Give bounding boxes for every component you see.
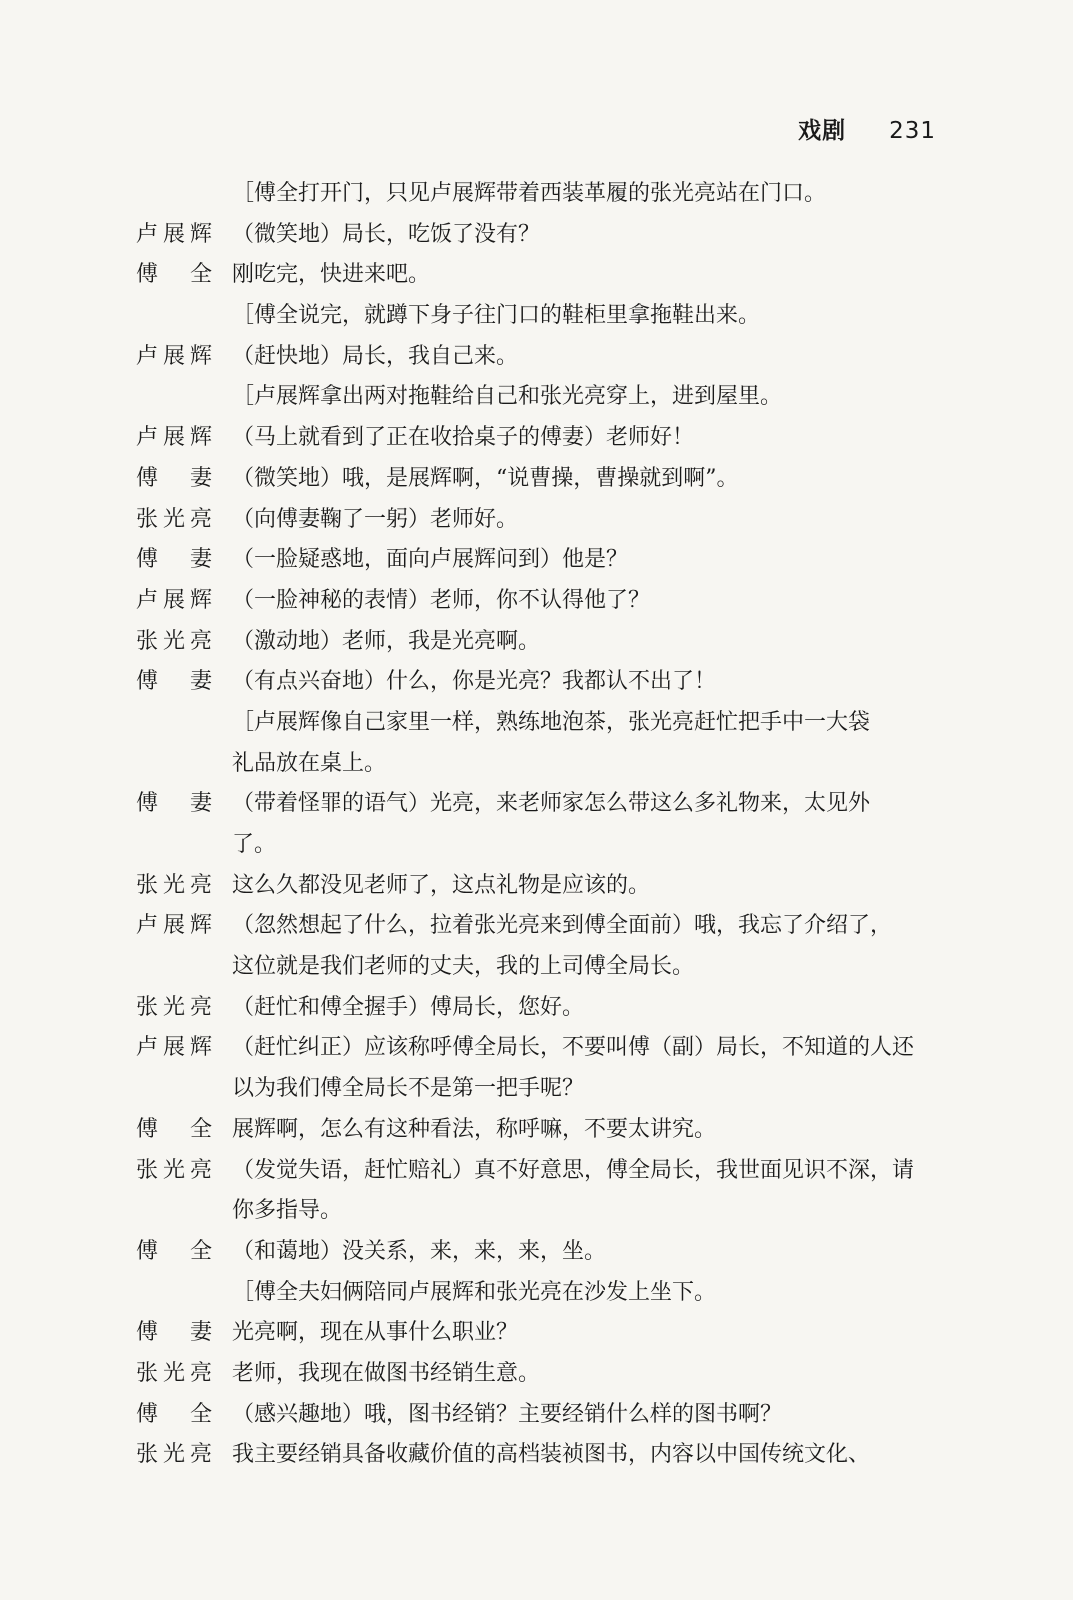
speaker-name: 傅全: [136, 262, 212, 288]
dialogue-line: [0, 866, 1073, 907]
line-text: 这位就是我们老师的丈夫，我的上司傅全局长。: [232, 954, 695, 980]
line-text: （带着怪罪的语气）光亮，来老师家怎么带这么多礼物来，太见外: [232, 791, 871, 817]
speaker-name: 张光亮: [136, 1360, 212, 1386]
speaker-name: 卢展辉: [136, 587, 212, 613]
speaker-name: 傅妻: [136, 465, 212, 491]
dialogue-line: [0, 500, 1073, 541]
dialogue-line: [0, 906, 1073, 947]
dialogue-line: [0, 215, 1073, 256]
speaker-name: 张光亮: [136, 1442, 212, 1468]
speaker-name: 张光亮: [136, 1157, 212, 1183]
speaker-name: 傅妻: [136, 547, 212, 573]
speaker-name: 卢展辉: [136, 425, 212, 451]
dialogue-line: [0, 622, 1073, 663]
line-text: ［傅全夫妇俩陪同卢展辉和张光亮在沙发上坐下。: [232, 1279, 717, 1305]
line-text: （赶忙和傅全握手）傅局长，您好。: [232, 994, 585, 1020]
stage-direction: [0, 1273, 1073, 1314]
speaker-name: 卢展辉: [136, 1035, 212, 1061]
stage-direction: [0, 703, 1073, 744]
page-number: 231: [889, 118, 936, 144]
line-text: （向傅妻鞠了一躬）老师好。: [232, 506, 519, 532]
script-body: [0, 174, 1073, 1476]
speaker-name: 傅妻: [136, 1320, 212, 1346]
line-text: （感兴趣地）哦，图书经销？主要经销什么样的图书啊？: [232, 1401, 783, 1427]
line-text: （忽然想起了什么，拉着张光亮来到傅全面前）哦，我忘了介绍了，: [232, 913, 893, 939]
dialogue-line: [0, 1028, 1073, 1069]
line-text: ［傅全打开门，只见卢展辉带着西装革履的张光亮站在门口。: [232, 181, 827, 206]
dialogue-line: [0, 255, 1073, 296]
dialogue-line: [0, 459, 1073, 500]
speaker-name: 傅全: [136, 1116, 212, 1142]
dialogue-line: [0, 337, 1073, 378]
speaker-name: 傅妻: [136, 791, 212, 817]
section-title: 戏剧: [798, 117, 847, 144]
line-text: 这么久都没见老师了，这点礼物是应该的。: [232, 872, 651, 898]
speaker-name: 张光亮: [136, 872, 212, 898]
line-text: 老师，我现在做图书经销生意。: [232, 1360, 541, 1386]
line-text: 我主要经销具备收藏价值的高档装祯图书，内容以中国传统文化、: [232, 1442, 871, 1468]
speaker-name: 傅妻: [136, 669, 212, 695]
stage-direction: [0, 296, 1073, 337]
speaker-name: 张光亮: [136, 628, 212, 654]
dialogue-line: [0, 540, 1073, 581]
dialogue-line: [0, 1313, 1073, 1354]
speaker-name: 傅全: [136, 1238, 212, 1264]
line-text: ［卢展辉拿出两对拖鞋给自己和张光亮穿上，进到屋里。: [232, 384, 783, 410]
line-text: （赶快地）局长，我自己来。: [232, 343, 519, 369]
dialogue-line: [0, 1151, 1073, 1192]
line-text: 以为我们傅全局长不是第一把手呢？: [232, 1076, 585, 1102]
line-text: 了。: [232, 832, 277, 857]
speaker-name: 傅全: [136, 1401, 212, 1427]
continuation-line: [0, 947, 1073, 988]
line-text: （微笑地）局长，吃饭了没有？: [232, 221, 541, 247]
dialogue-line: [0, 1354, 1073, 1395]
dialogue-line: [0, 784, 1073, 825]
line-text: （微笑地）哦，是展辉啊，“说曹操，曹操就到啊”。: [232, 465, 739, 491]
line-text: 刚吃完，快进来吧。: [232, 262, 431, 288]
stage-direction: [0, 377, 1073, 418]
dialogue-line: [0, 1435, 1073, 1476]
running-header: [0, 112, 936, 145]
dialogue-line: [0, 662, 1073, 703]
line-text: 光亮啊，现在从事什么职业？: [232, 1320, 519, 1346]
dialogue-line: [0, 1395, 1073, 1436]
speaker-name: 卢展辉: [136, 913, 212, 939]
dialogue-line: [0, 418, 1073, 459]
dialogue-line: [0, 1110, 1073, 1151]
line-text: （发觉失语，赶忙赔礼）真不好意思，傅全局长，我世面见识不深，请: [232, 1157, 915, 1183]
line-text: （激动地）老师，我是光亮啊。: [232, 628, 541, 654]
line-text: （一脸疑惑地，面向卢展辉问到）他是？: [232, 547, 629, 573]
line-text: 礼品放在桌上。: [232, 750, 387, 776]
stage-direction: [0, 174, 1073, 215]
speaker-name: 卢展辉: [136, 343, 212, 369]
continuation-line: [0, 744, 1073, 785]
continuation-line: [0, 1191, 1073, 1232]
line-text: ［傅全说完，就蹲下身子往门口的鞋柜里拿拖鞋出来。: [232, 303, 761, 329]
speaker-name: 张光亮: [136, 994, 212, 1020]
dialogue-line: [0, 1232, 1073, 1273]
line-text: 你多指导。: [232, 1198, 343, 1224]
line-text: （有点兴奋地）什么，你是光亮？我都认不出了！: [232, 669, 717, 695]
line-text: （一脸神秘的表情）老师，你不认得他了？: [232, 587, 651, 613]
line-text: （赶忙纠正）应该称呼傅全局长，不要叫傅（副）局长，不知道的人还: [232, 1035, 915, 1061]
speaker-name: 张光亮: [136, 506, 212, 532]
line-text: （马上就看到了正在收拾桌子的傅妻）老师好！: [232, 425, 695, 451]
dialogue-line: [0, 988, 1073, 1029]
line-text: （和蔼地）没关系，来，来，来，坐。: [232, 1238, 607, 1264]
line-text: ［卢展辉像自己家里一样，熟练地泡茶，张光亮赶忙把手中一大袋: [232, 709, 871, 735]
continuation-line: [0, 1069, 1073, 1110]
dialogue-line: [0, 581, 1073, 622]
continuation-line: [0, 825, 1073, 866]
line-text: 展辉啊，怎么有这种看法，称呼嘛，不要太讲究。: [232, 1116, 717, 1142]
speaker-name: 卢展辉: [136, 221, 212, 247]
